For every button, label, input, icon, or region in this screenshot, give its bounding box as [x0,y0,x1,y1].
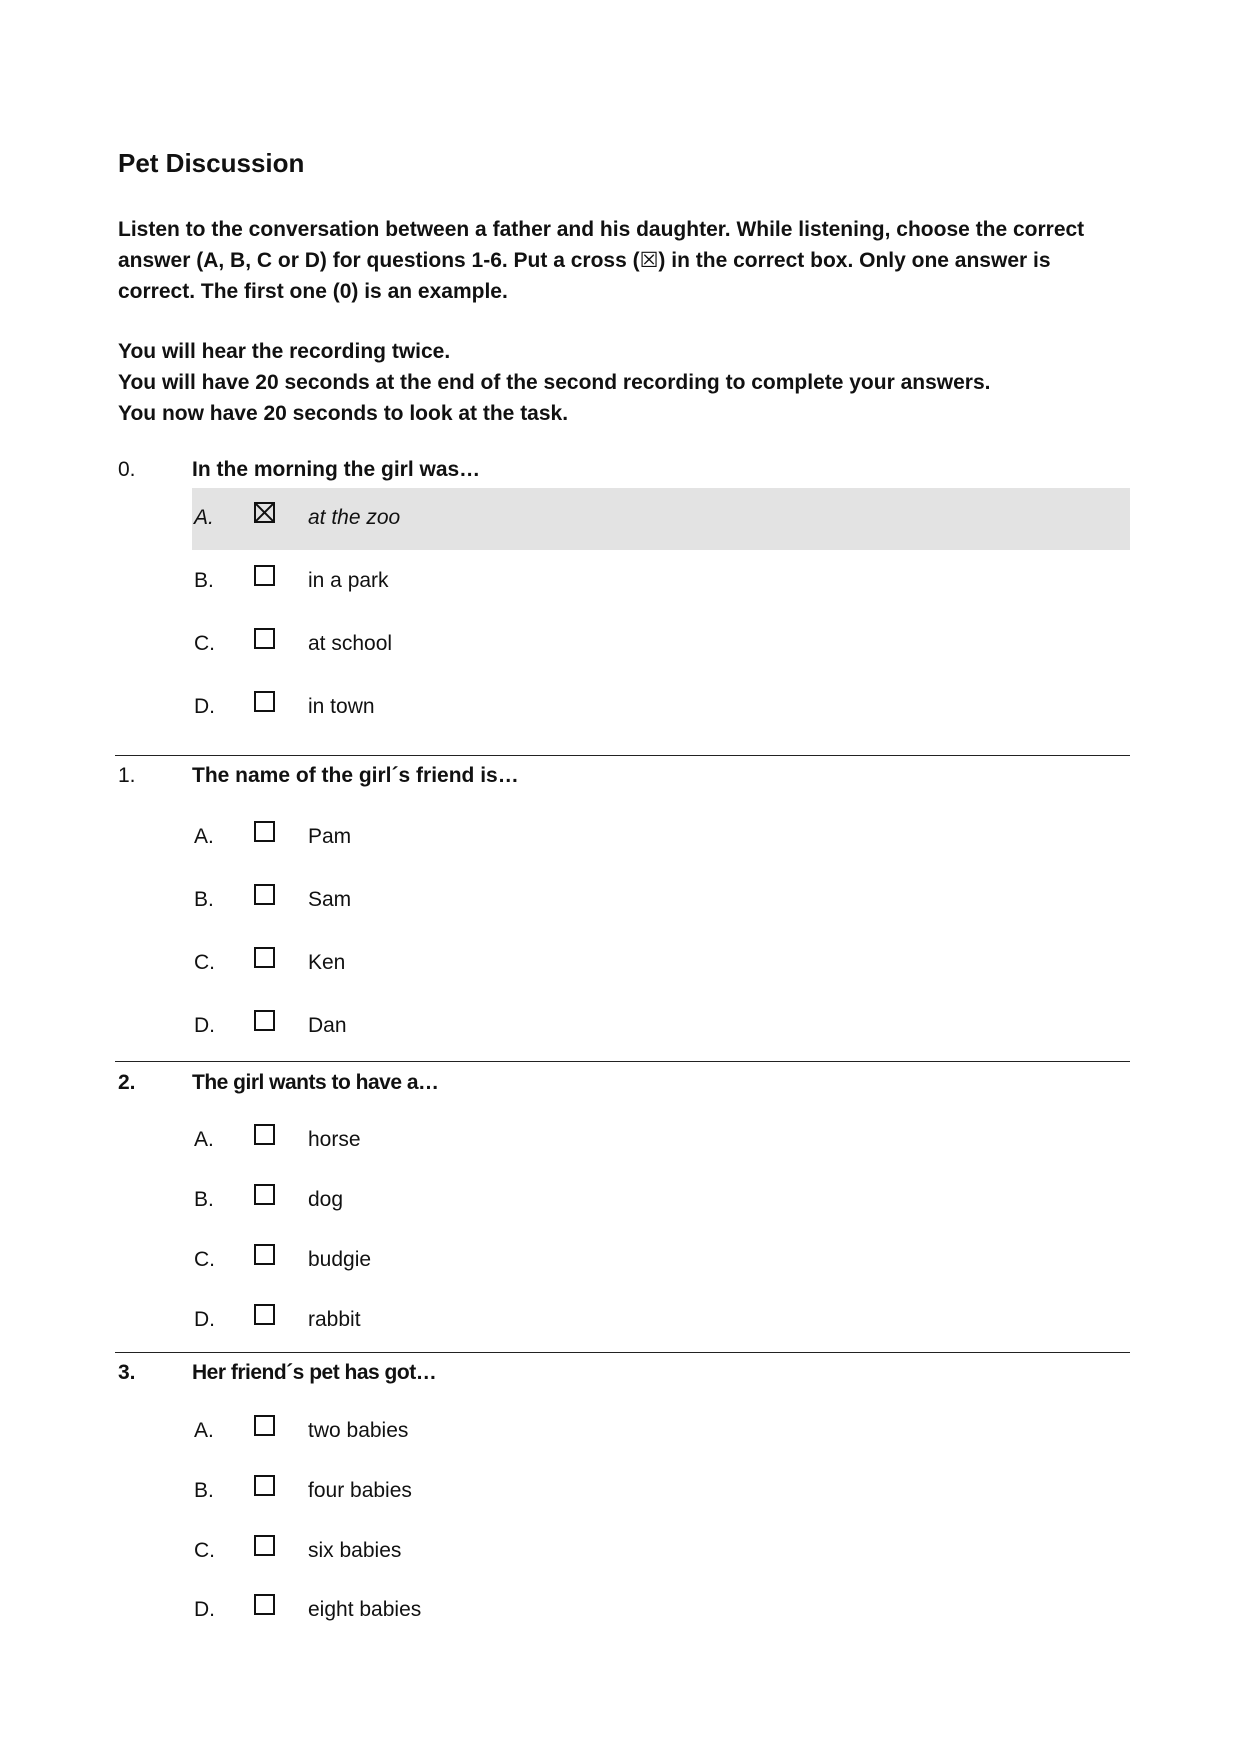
checkbox-icon[interactable] [254,1304,275,1325]
answer-option [192,551,1130,613]
question-number: 1. [118,764,136,787]
checked-box-icon [254,502,275,523]
answer-option [192,933,1130,995]
option-letter: A. [194,506,214,529]
option-letter: D. [194,1014,215,1037]
answer-option [192,1110,1130,1172]
option-text: horse [308,1128,361,1151]
option-text: at the zoo [308,506,401,529]
question-number: 3. [118,1361,136,1384]
option-text: in town [308,695,375,718]
option-text: rabbit [308,1308,361,1331]
answer-option [192,870,1130,932]
question-number: 2. [118,1071,136,1094]
option-letter: B. [194,1188,214,1211]
question-text: Her friend´s pet has got… [192,1361,437,1384]
option-letter: C. [194,1248,215,1271]
answer-option [192,1461,1130,1523]
answer-option [192,1401,1130,1463]
answer-option [192,1580,1130,1642]
option-letter: D. [194,695,215,718]
option-text: two babies [308,1419,409,1442]
checkbox-icon[interactable] [254,1475,275,1496]
option-text: Ken [308,951,346,974]
option-text: Sam [308,888,352,911]
answer-option [192,1230,1130,1292]
checkbox-icon[interactable] [254,1535,275,1556]
option-text: eight babies [308,1598,422,1621]
answer-option-example [192,488,1130,550]
note-answer-time: You will have 20 seconds at the end of the second recording to complete your answers. [118,371,991,394]
notes [118,336,1158,429]
checkbox-icon[interactable] [254,821,275,842]
question-text: In the morning the girl was… [192,458,481,481]
question-text: The girl wants to have a… [192,1071,439,1094]
option-letter: A. [194,1128,214,1151]
divider [115,1061,1130,1062]
checkbox-icon[interactable] [254,947,275,968]
checkbox-icon[interactable] [254,565,275,586]
note-recording-twice: You will hear the recording twice. [118,340,451,363]
option-letter: D. [194,1308,215,1331]
option-letter: C. [194,1539,215,1562]
option-text: six babies [308,1539,402,1562]
answer-option [192,1521,1130,1583]
option-text: dog [308,1188,344,1211]
option-letter: A. [194,825,214,848]
option-letter: B. [194,1479,214,1502]
answer-option [192,677,1130,739]
answer-option [192,1290,1130,1352]
checkbox-icon[interactable] [254,1184,275,1205]
answer-option [192,807,1130,869]
divider [115,1352,1130,1353]
answer-option [192,996,1130,1058]
option-letter: B. [194,569,214,592]
answer-option [192,614,1130,676]
option-text: four babies [308,1479,412,1502]
question-text: The name of the girl´s friend is… [192,764,519,787]
checkbox-icon[interactable] [254,884,275,905]
divider [115,755,1130,756]
option-letter: C. [194,951,215,974]
checkbox-icon[interactable] [254,1124,275,1145]
answer-option [192,1170,1130,1232]
instructions: Listen to the conversation between a father and his daughter. While listening, choose the correct answer (A, B, C or D) for questions 1-6. Put a cross (☒) in the correct box. Only one answer is correct. The first one (0) is an example. [118,218,1085,303]
option-letter: A. [194,1419,214,1442]
option-letter: C. [194,632,215,655]
checkbox-icon[interactable] [254,1594,275,1615]
option-text: Dan [308,1014,347,1037]
option-letter: B. [194,888,214,911]
page-title: Pet Discussion [118,148,305,178]
question-number: 0. [118,458,136,481]
checkbox-icon[interactable] [254,1415,275,1436]
option-letter: D. [194,1598,215,1621]
option-text: budgie [308,1248,372,1271]
note-look-time: You now have 20 seconds to look at the task. [118,402,569,425]
checkbox-icon[interactable] [254,691,275,712]
option-text: Pam [308,825,352,848]
checkbox-icon[interactable] [254,1010,275,1031]
checkbox-icon[interactable] [254,628,275,649]
option-text: at school [308,632,393,655]
option-text: in a park [308,569,389,592]
checkbox-icon[interactable] [254,1244,275,1265]
